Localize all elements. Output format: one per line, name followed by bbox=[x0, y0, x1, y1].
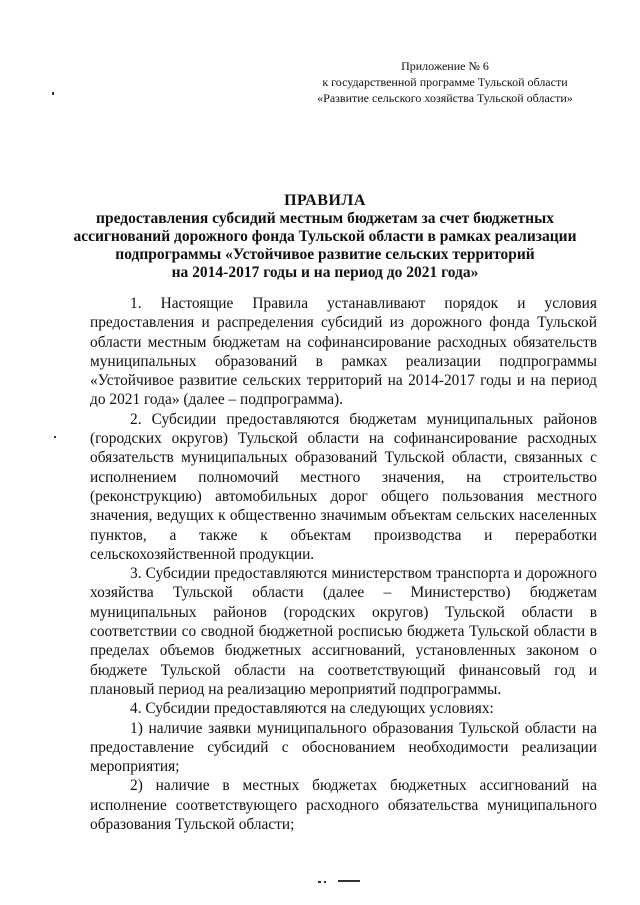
document-title bbox=[60, 192, 590, 282]
paragraph-3: 3. Субсидии предоставляются министерством транспорта и дорожного хозяйства Тульской области (далее – Министерство) бюджетам муниципальных районов (городских округов) Тульской области в соответствии со сводной бюджетной росписью бюджета Тульской области в пределах объемов бюджетных ассигнований, установленных законом о бюджете Тульской области на соответствующий финансовый год и плановый период на реализацию мероприятий подпрограммы. bbox=[90, 565, 597, 698]
condition-1: 1) наличие заявки муниципального образования Тульской области на предоставление субсидий с обоснованием необходимости реализации мероприятия; bbox=[90, 719, 597, 776]
paragraph-4: 4. Субсидии предоставляются на следующих условиях: bbox=[130, 700, 494, 718]
scan-speck bbox=[324, 881, 326, 883]
title-line-1: предоставления субсидий местным бюджетам за счет бюджетных bbox=[96, 210, 554, 227]
appendix-number: Приложение № 6 bbox=[401, 59, 489, 73]
scan-speck bbox=[52, 92, 54, 95]
title-heading: ПРАВИЛА bbox=[284, 192, 366, 209]
scan-speck bbox=[54, 436, 56, 438]
paragraph-2: 2. Субсидии предоставляются бюджетам муниципальных районов (городских округов) Тульской области на софинансирование расходных обязательств муниципальных образований Тульской области, связанных с исполнением полномочий местного значения, на строительство (реконструкцию) автомобильных дорог общего пользования местного значения, ведущих к общественно значимым объектам сельских населенных пунктов, а также к объектам производства и переработки сельскохозяйственной продукции. bbox=[90, 410, 597, 563]
document-body bbox=[90, 294, 597, 834]
scan-speck bbox=[338, 880, 360, 882]
scan-speck bbox=[318, 881, 321, 883]
appendix-header bbox=[300, 58, 590, 106]
title-line-2: ассигнований дорожного фонда Тульской области в рамках реализации bbox=[73, 228, 577, 245]
title-line-4: на 2014-2017 годы и на период до 2021 года» bbox=[171, 264, 479, 281]
appendix-program-ref: к государственной программе Тульской области bbox=[322, 75, 568, 89]
title-line-3: подпрограммы «Устойчивое развитие сельских территорий bbox=[115, 246, 535, 263]
condition-2: 2) наличие в местных бюджетах бюджетных ассигнований на исполнение соответствующего расходного обязательства муниципального образования Тульской области; bbox=[90, 777, 597, 834]
appendix-program-name: «Развитие сельского хозяйства Тульской области» bbox=[317, 91, 573, 105]
paragraph-1: 1. Настоящие Правила устанавливают порядок и условия предоставления и распределения субсидий из дорожного фонда Тульской области местным бюджетам на софинансирование расходных обязательств муниципальных образований в рамках реализации подпрограммы «Устойчивое развитие сельских территорий на 2014-2017 годы и на период до 2021 года» (далее – подпрограмма). bbox=[90, 295, 597, 409]
